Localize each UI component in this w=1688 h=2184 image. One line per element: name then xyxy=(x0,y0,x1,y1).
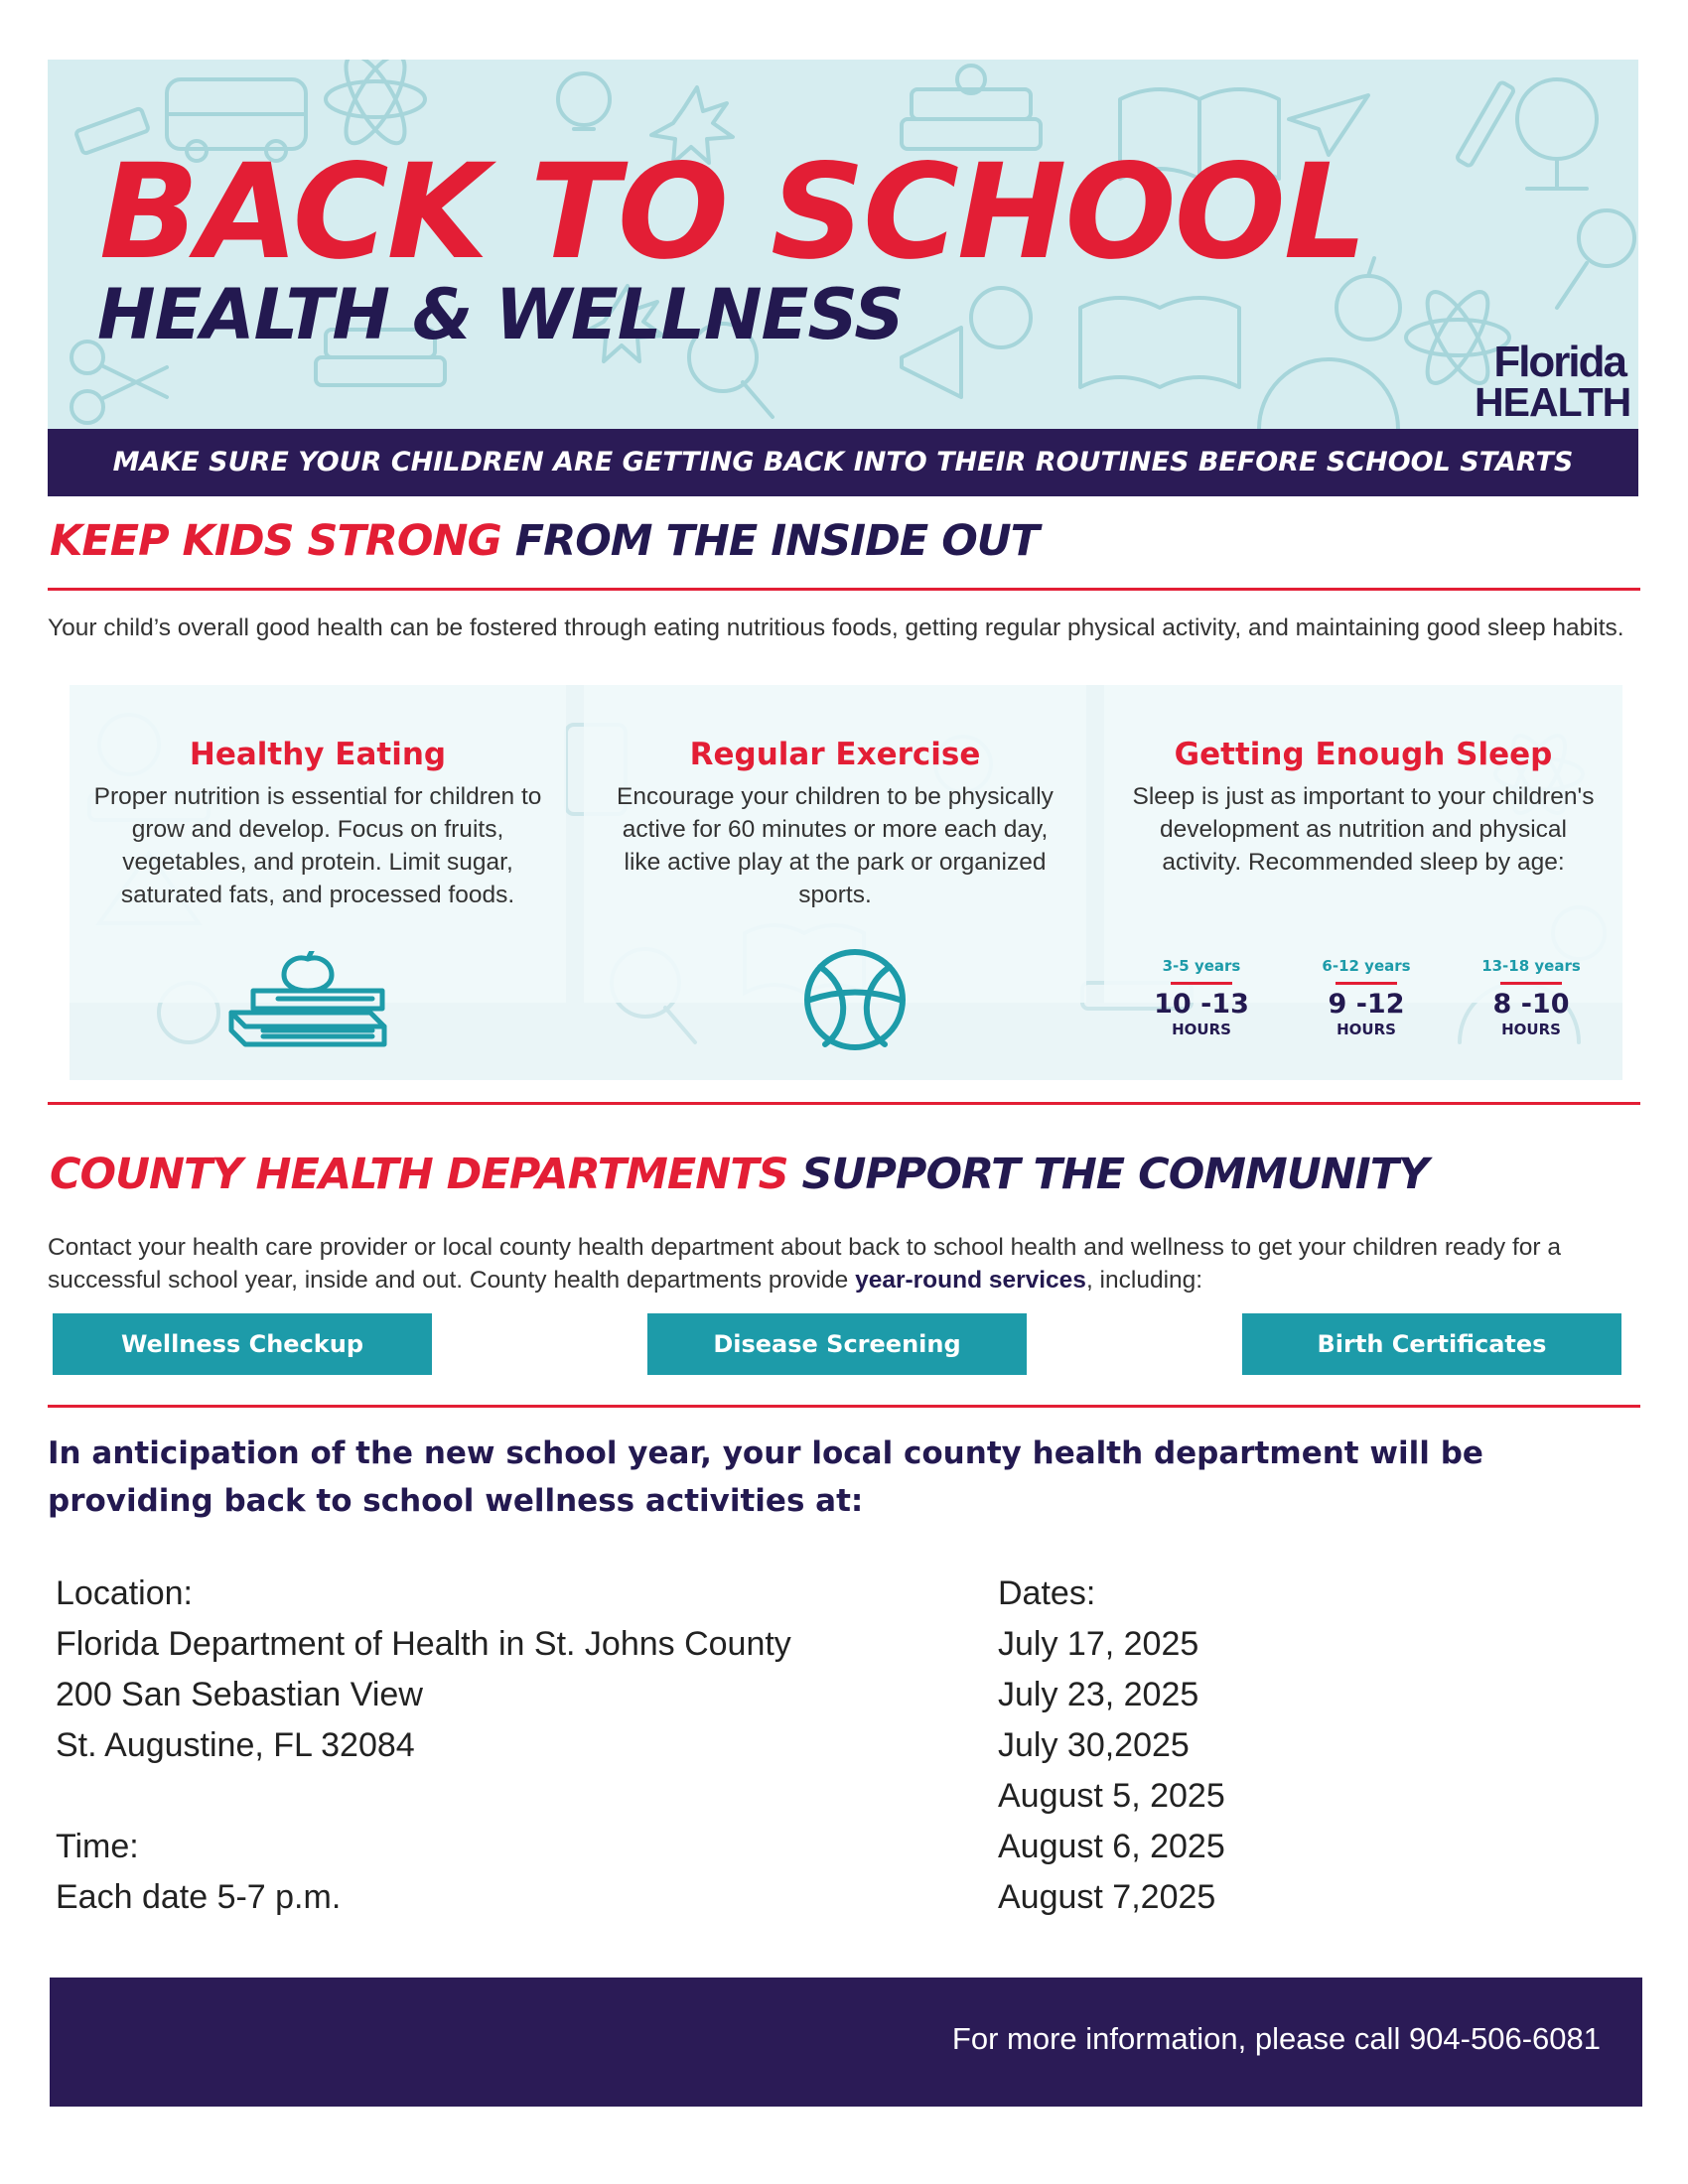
sleep-unit: HOURS xyxy=(1172,1021,1231,1038)
location-street: 200 San Sebastian View xyxy=(56,1676,423,1713)
heading-navy-part: FROM THE INSIDE OUT xyxy=(514,516,1040,566)
date-item: July 17, 2025 xyxy=(998,1625,1199,1663)
divider-line xyxy=(48,588,1640,591)
sleep-unit: HOURS xyxy=(1336,1021,1396,1038)
location-name: Florida Department of Health in St. Johns County xyxy=(56,1625,791,1663)
paragraph-bold-text: year-round services xyxy=(855,1267,1086,1294)
heading-red-part: COUNTY HEALTH DEPARTMENTS xyxy=(50,1150,788,1199)
dates-label: Dates: xyxy=(998,1574,1096,1612)
apple-on-books-icon xyxy=(223,951,392,1050)
basketball-icon xyxy=(800,945,910,1054)
sleep-hours: 10 -13 xyxy=(1154,989,1249,1020)
heading-navy-part: SUPPORT THE COMMUNITY xyxy=(801,1150,1429,1199)
sleep-recommendation xyxy=(1287,957,1446,1038)
logo-line-health: HEALTH xyxy=(1475,378,1631,425)
location-block xyxy=(56,1569,791,1923)
sleep-age-range: 3-5 years xyxy=(1162,957,1241,975)
paragraph-text-end: , including: xyxy=(1085,1267,1203,1294)
sleep-divider xyxy=(1500,982,1562,985)
divider-line xyxy=(48,1102,1640,1105)
paragraph-text: Contact your health care provider or local county health department about back to school health and wellness to get your children ready for a successful school year, inside and out. County health departments provide xyxy=(48,1234,1561,1294)
location-label: Location: xyxy=(56,1574,193,1612)
sleep-recommendation xyxy=(1122,957,1281,1038)
sleep-hours: 9 -12 xyxy=(1328,989,1405,1020)
heading-red-part: KEEP KIDS STRONG xyxy=(50,516,501,566)
footer-bar xyxy=(50,1978,1642,2107)
page-title: BACK TO SCHOOL xyxy=(99,136,1365,289)
card-title: Regular Exercise xyxy=(689,737,981,772)
sleep-hours: 8 -10 xyxy=(1492,989,1570,1020)
date-item: August 7,2025 xyxy=(998,1878,1216,1916)
page-subtitle: HEALTH & WELLNESS xyxy=(97,274,904,355)
time-value: Each date 5-7 p.m. xyxy=(56,1878,342,1916)
routine-banner: MAKE SURE YOUR CHILDREN ARE GETTING BACK INTO THEIR ROUTINES BEFORE SCHOOL STARTS xyxy=(48,429,1638,496)
sleep-divider xyxy=(1171,982,1232,985)
card-text: Proper nutrition is essential for children to grow and develop. Focus on fruits, vegetables, and protein. Limit sugar, saturated fats, and processed foods. xyxy=(93,783,542,908)
logo-line-florida: Florida xyxy=(1493,338,1625,386)
card-text: Encourage your children to be physically active for 60 minutes or more each day, like active play at the park or organized sports. xyxy=(617,783,1054,908)
date-item: July 30,2025 xyxy=(998,1726,1190,1764)
sleep-unit: HOURS xyxy=(1501,1021,1561,1038)
dates-block xyxy=(998,1569,1225,1923)
sleep-age-range: 6-12 years xyxy=(1322,957,1411,975)
service-disease-screening: Disease Screening xyxy=(647,1313,1027,1375)
service-wellness-checkup: Wellness Checkup xyxy=(53,1313,432,1375)
card-getting-enough-sleep xyxy=(1104,685,1622,1003)
sleep-recommendation xyxy=(1452,957,1611,1038)
sleep-divider xyxy=(1336,982,1397,985)
date-item: August 5, 2025 xyxy=(998,1777,1225,1815)
county-paragraph xyxy=(48,1231,1646,1297)
intro-paragraph: Your child’s overall good health can be fostered through eating nutritious foods, getting regular physical activity, and maintaining good sleep habits. xyxy=(48,614,1624,641)
hero-header xyxy=(48,60,1638,429)
service-birth-certificates: Birth Certificates xyxy=(1242,1313,1621,1375)
section-heading-county-health xyxy=(50,1150,1429,1199)
location-city: St. Augustine, FL 32084 xyxy=(56,1726,415,1764)
sleep-age-range: 13-18 years xyxy=(1481,957,1581,975)
card-title: Getting Enough Sleep xyxy=(1174,737,1553,772)
divider-line xyxy=(48,1405,1640,1408)
section-heading-keep-kids-strong xyxy=(50,516,1040,566)
card-title: Healthy Eating xyxy=(189,737,447,772)
announcement-text: In anticipation of the new school year, your local county health department will be providing back to school wellness activities at: xyxy=(48,1435,1483,1519)
date-item: July 23, 2025 xyxy=(998,1676,1199,1713)
card-text: Sleep is just as important to your children's development as nutrition and physical activity. Recommended sleep by age: xyxy=(1132,783,1595,876)
time-label: Time: xyxy=(56,1828,139,1865)
contact-phone-text: For more information, please call 904-506-6081 xyxy=(951,2021,1601,2056)
date-item: August 6, 2025 xyxy=(998,1828,1225,1865)
florida-health-logo xyxy=(1475,338,1631,425)
